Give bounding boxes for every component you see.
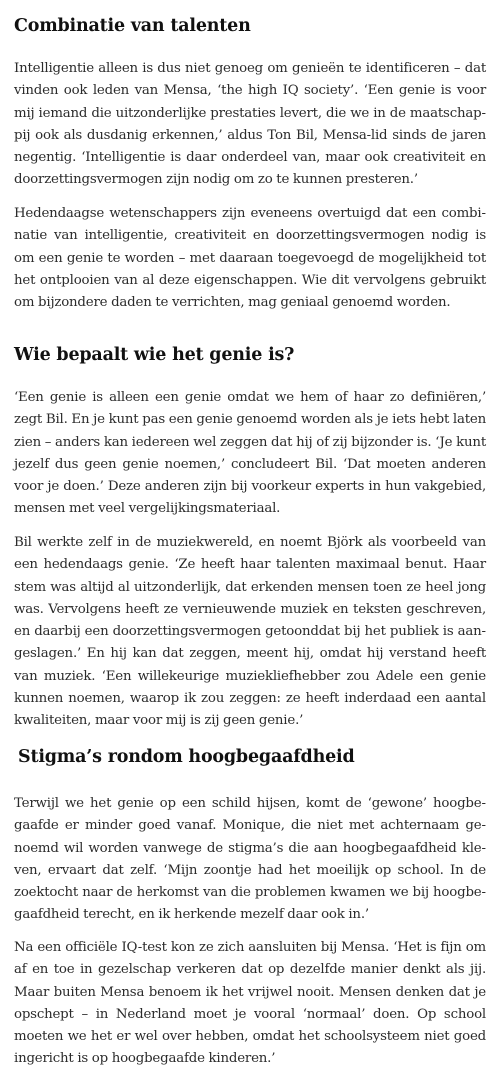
paragraph: ‘Een genie is alleen een genie omdat we hem of haar zo definiëren,’ zegt Bil. En je kunt pas een genie genoemd worden als je iets hebt laten zien – anders kan iedereen wel zeggen dat hij of zij bijzonder is. ‘Je kunt jezelf dus geen genie noemen,’ concludeert Bil. ‘Dat moeten anderen voor je doen.’ Deze anderen zijn bij voorkeur experts in hun vakgebied, mensen met veel vergelijkingsmateriaal. — [14, 390, 486, 517]
section-heading-wie-bepaalt: Wie bepaalt wie het genie is? — [14, 345, 295, 365]
section-heading-combinatie: Combinatie van talenten — [14, 16, 251, 36]
paragraph: Hedendaagse wetenschappers zijn eveneens overtuigd dat een combinatie van intelligentie, creativiteit en doorzettingsvermogen nodig is om een genie te worden – met daaraan toegevoegd de mogelijkheid tot het ontplooien van al deze eigenschappen. Wie dit vervolgens gebruikt om bijzondere daden te verrichten, mag geniaal genoemd worden. — [14, 206, 486, 311]
section-heading-stigmas: Stigma’s rondom hoogbegaafdheid — [18, 747, 355, 767]
paragraph: Bil werkte zelf in de muziekwereld, en noemt Björk als voorbeeld van een hedendaags genie. ‘Ze heeft haar talenten maximaal benut. Haar stem was altijd al uitzonderlijk, dat erkenden mensen toen ze heel jong was. Vervolgens heeft ze vernieuwende muziek en teksten geschreven, en daarbij een doorzettingsvermogen getoonddat bij het publiek is aangeslagen.’ En hij kan dat zeggen, meent hij, omdat hij verstand heeft van muziek. ‘Een willekeurige muziekliefhebber zou Adele een genie kunnen noemen, waarop ik zou zeggen: ze heeft inderdaad een aantal kwaliteiten, maar voor mij is zij geen genie.’ — [14, 535, 486, 729]
paragraph: Terwijl we het genie op een schild hijsen, komt de ‘gewone’ hoogbegaafde er minder goed vanaf. Monique, die niet met achternaam genoemd wil worden vanwege de stigma’s die aan hoogbegaafdheid kleven, ervaart dat zelf. ‘Mijn zoontje had het moeilijk op school. In de zoektocht naar de herkomst van die problemen kwamen we bij hoogbegaafdheid terecht, en ik herkende mezelf daar ook in.’ — [14, 796, 486, 923]
paragraph: Na een officiële IQ-test kon ze zich aansluiten bij Mensa. ‘Het is fijn om af en toe in gezelschap verkeren dat op dezelfde manier denkt als jij. Maar buiten Mensa benoem ik het vrijwel nooit. Mensen denken dat je opschept – in Nederland moet je vooral ‘normaal’ doen. Op school moeten we het er wel over hebben, omdat het schoolsysteem niet goed ingericht is op hoogbegaafde kinderen.’ — [14, 940, 486, 1067]
paragraph: Intelligentie alleen is dus niet genoeg om genieën te identificeren – dat vinden ook leden van Mensa, ‘the high IQ society’. ‘Een genie is voor mij iemand die uitzonderlijke prestaties levert, die we in de maatschappij ook als dusdanig erkennen,’ aldus Ton Bil, Mensa-lid sinds de jaren negentig. ‘Intelligentie is daar onderdeel van, maar ook creativiteit en doorzettingsvermogen zijn nodig om zo te kunnen presteren.’ — [14, 61, 486, 188]
